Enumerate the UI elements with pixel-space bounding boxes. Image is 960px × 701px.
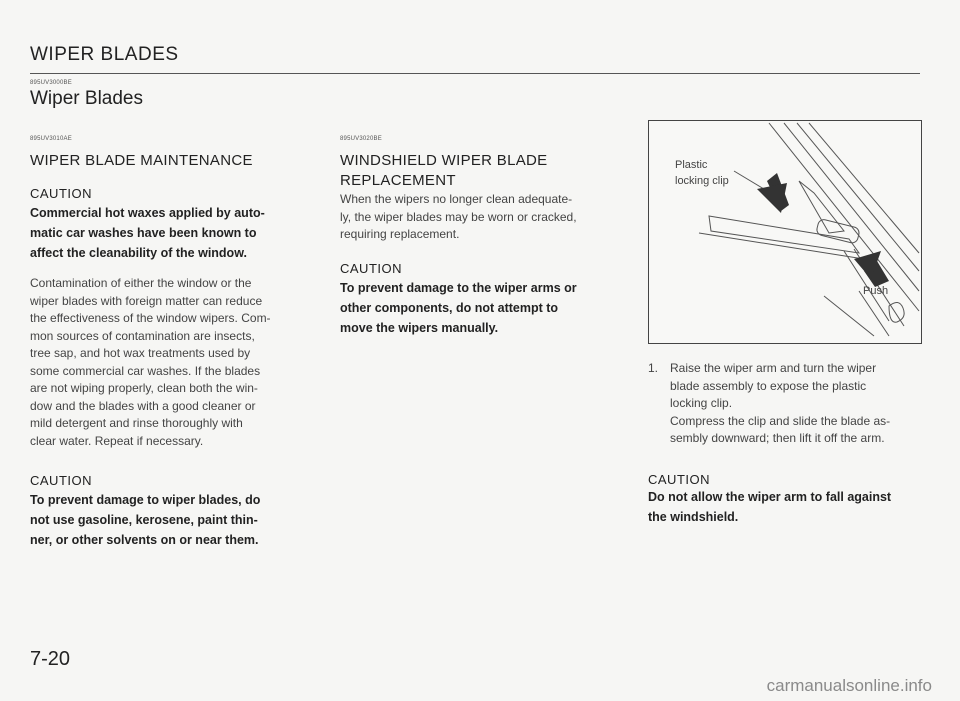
page-number: 7-20 bbox=[30, 648, 71, 670]
body-line: are not wiping properly, clean both the win- bbox=[30, 381, 258, 395]
body-line: wiper blades with foreign matter can reduce bbox=[30, 293, 263, 308]
caution-line: Do not allow the wiper arm to fall against bbox=[648, 489, 892, 504]
section-title: Wiper Blades bbox=[30, 88, 143, 109]
body-line: clear water. Repeat if necessary. bbox=[30, 433, 204, 448]
body-line: the effectiveness of the window wipers. Com- bbox=[30, 311, 271, 325]
caution-line: To prevent damage to wiper blades, do bbox=[30, 493, 261, 507]
chapter-title: WIPER BLADES bbox=[30, 44, 179, 65]
caution-line: To prevent damage to the wiper arms or bbox=[340, 280, 577, 295]
body-line: mon sources of contamination are insects, bbox=[30, 328, 255, 343]
section-code: 895UV3000BE bbox=[30, 80, 72, 86]
step-line: locking clip. bbox=[670, 396, 733, 410]
wiper-clip-illustration bbox=[648, 120, 922, 344]
step-1 bbox=[648, 360, 928, 448]
wiper-arm-drawing bbox=[649, 121, 921, 343]
body-line: dow and the blades with a good cleaner or bbox=[30, 398, 256, 413]
caution-text bbox=[30, 203, 330, 263]
caution-line: not use gasoline, kerosene, paint thin- bbox=[30, 513, 258, 527]
caution-text bbox=[30, 490, 330, 550]
body-line: some commercial car washes. If the blades bbox=[30, 363, 261, 378]
subsection-code: 895UV3010AE bbox=[30, 136, 72, 142]
step-line: Raise the wiper arm and turn the wiper bbox=[670, 361, 877, 375]
step-line: blade assembly to expose the plastic bbox=[670, 378, 867, 393]
caution-line: Commercial hot waxes applied by auto- bbox=[30, 206, 265, 220]
maintenance-body bbox=[30, 275, 330, 450]
left-column bbox=[30, 130, 330, 550]
caution-line: matic car washes have been known to bbox=[30, 226, 257, 240]
caution-line: move the wipers manually. bbox=[340, 320, 499, 335]
step-line: sembly downward; then lift it off the arm. bbox=[670, 431, 885, 445]
middle-column bbox=[340, 130, 640, 338]
caution-line: ner, or other solvents on or near them. bbox=[30, 533, 259, 547]
caution-text bbox=[340, 278, 640, 338]
figure-label: Plastic bbox=[675, 159, 708, 171]
caution-text bbox=[648, 487, 928, 527]
body-line: mild detergent and rinse thoroughly with bbox=[30, 416, 243, 430]
subsection-code: 895UV3020BE bbox=[340, 136, 382, 142]
caution-line: affect the cleanability of the window. bbox=[30, 246, 247, 260]
step-number: 1. bbox=[648, 361, 659, 375]
body-line: requiring replacement. bbox=[340, 227, 460, 241]
right-column bbox=[648, 360, 928, 527]
watermark: carmanualsonline.info bbox=[766, 676, 932, 695]
push-label: Push bbox=[863, 285, 889, 297]
body-line: tree sap, and hot wax treatments used by bbox=[30, 346, 251, 360]
caution-label: CAUTION bbox=[340, 260, 402, 276]
body-line: When the wipers no longer clean adequate- bbox=[340, 192, 573, 206]
caution-line: the windshield. bbox=[648, 509, 739, 524]
body-line: Contamination of either the window or the bbox=[30, 276, 252, 290]
step-line: Compress the clip and slide the blade as- bbox=[670, 413, 891, 428]
caution-label: CAUTION bbox=[30, 186, 92, 201]
caution-label: CAUTION bbox=[648, 471, 710, 487]
subsection-title-line: WINDSHIELD WIPER BLADE bbox=[340, 152, 548, 169]
figure-label: locking clip bbox=[675, 175, 729, 187]
body-line: ly, the wiper blades may be worn or cracked, bbox=[340, 209, 577, 224]
caution-label: CAUTION bbox=[30, 473, 92, 488]
replacement-body bbox=[340, 191, 640, 244]
subsection-title: WIPER BLADE MAINTENANCE bbox=[30, 152, 253, 169]
header-divider bbox=[30, 73, 920, 74]
step-text bbox=[670, 360, 890, 448]
subsection-title-line: REPLACEMENT bbox=[340, 172, 456, 189]
caution-line: other components, do not attempt to bbox=[340, 300, 559, 315]
